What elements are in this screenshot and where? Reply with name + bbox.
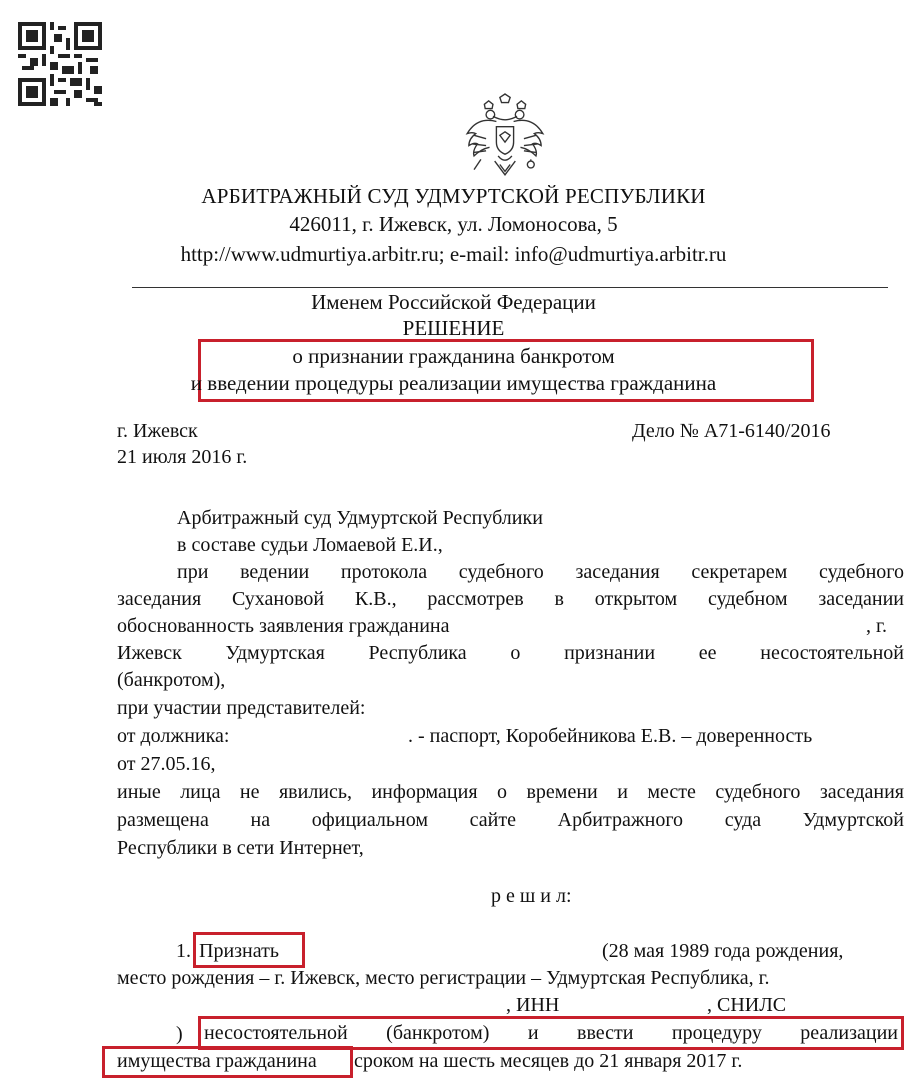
item-birthplace: место рождения – г. Ижевск, место регистрации – Удмуртская Республика, г. xyxy=(117,967,770,989)
subject-line-1: о признании гражданина банкротом xyxy=(292,344,615,368)
body-protocol-line-3a: обоснованность заявления гражданина xyxy=(117,615,450,637)
body-others-line-1: иные лица не явились, информация о времени и месте судебного заседания xyxy=(117,781,904,803)
body-debtor-label: от должника: xyxy=(117,725,230,747)
body-judge: в составе судьи Ломаевой Е.И., xyxy=(177,534,443,556)
case-number: Дело № А71-6140/2016 xyxy=(632,420,831,442)
body-debtor-rep: . - паспорт, Коробейникова Е.В. – доверенность xyxy=(408,725,813,747)
body-protocol-line-2: заседания Сухановой К.В., рассмотрев в открытом судебном заседании xyxy=(117,588,904,610)
body-protocol-line-4: Ижевск Удмуртская Республика о признании ее несостоятельной xyxy=(117,642,904,664)
coat-of-arms-icon xyxy=(462,92,548,182)
court-name: АРБИТРАЖНЫЙ СУД УДМУРТСКОЙ РЕСПУБЛИКИ xyxy=(201,184,706,208)
court-address: 426011, г. Ижевск, ул. Ломоносова, 5 xyxy=(289,212,618,236)
body-protocol-line-1: при ведении протокола судебного заседания секретарем судебного xyxy=(177,561,904,583)
body-protocol-line-3b: , г. xyxy=(866,615,887,637)
decision-date: 21 июля 2016 г. xyxy=(117,446,248,468)
body-others-line-2: размещена на официальном сайте Арбитражного суда Удмуртской xyxy=(117,809,904,831)
item-term: сроком на шесть месяцев до 21 января 2017 г. xyxy=(354,1050,743,1072)
body-participants: при участии представителей: xyxy=(117,697,366,719)
item-insolvent: несостоятельной (банкротом) и ввести процедуру реализации xyxy=(204,1022,898,1044)
city: г. Ижевск xyxy=(117,420,198,442)
court-contacts: http://www.udmurtiya.arbitr.ru; e-mail: info@udmurtiya.arbitr.ru xyxy=(180,242,727,266)
qr-code xyxy=(18,22,102,106)
item-recognize: Признать xyxy=(199,940,279,962)
subject-line-2: и введении процедуры реализации имущества гражданина xyxy=(190,371,717,395)
decision-title: РЕШЕНИЕ xyxy=(402,316,505,340)
body-debtor-date: от 27.05.16, xyxy=(117,753,216,775)
item-property: имущества гражданина xyxy=(117,1050,317,1072)
item-birth: (28 мая 1989 года рождения, xyxy=(602,940,844,962)
body-others-line-3: Республики в сети Интернет, xyxy=(117,837,364,859)
body-court: Арбитражный суд Удмуртской Республики xyxy=(177,507,543,529)
item-snils: , СНИЛС xyxy=(707,994,787,1016)
item-number: 1. xyxy=(176,940,191,962)
body-protocol-line-5: (банкротом), xyxy=(117,669,226,691)
in-name-line: Именем Российской Федерации xyxy=(311,290,596,314)
item-paren: ) xyxy=(176,1023,183,1045)
item-inn: , ИНН xyxy=(506,994,560,1016)
resolved-heading: р е ш и л: xyxy=(491,885,572,907)
header-divider xyxy=(132,287,888,288)
